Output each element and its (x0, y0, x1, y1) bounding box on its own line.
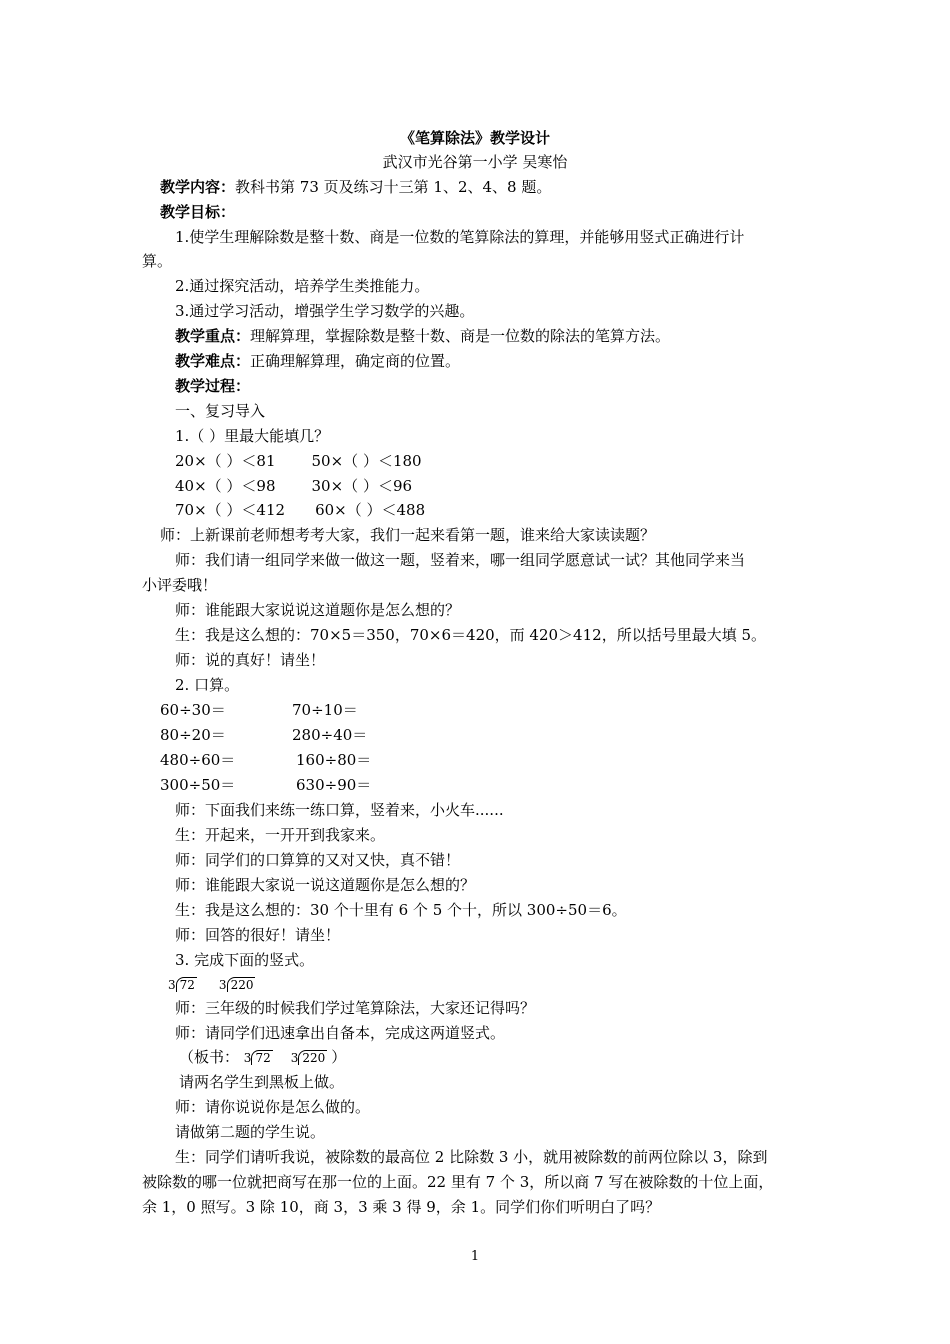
fill-item: 40×（ ）＜98 (175, 477, 276, 495)
long-division (291, 1048, 328, 1068)
dividend: 220 (227, 977, 256, 992)
student-line: 生：同学们请听我说，被除数的最高位 2 比除数 3 小，就用被除数的前两位除以 3，除到 (175, 1148, 768, 1166)
teaching-content-text: 教科书第 73 页及练习十三第 1、2、4、8 题。 (235, 178, 552, 196)
teacher-line: 师：同学们的口算算的又对又快，真不错！ (175, 851, 461, 869)
oral-item: 630÷90＝ (296, 776, 372, 794)
long-division (244, 1048, 273, 1068)
key-point-text: 理解算理，掌握除数是整十数、商是一位数的除法的笔算方法。 (250, 327, 671, 345)
fill-item: 50×（ ）＜180 (311, 452, 422, 470)
student-line-cont: 被除数的哪一位就把商写在那一位的上面。22 里有 7 个 3，所以商 7 写在被除数的十位上面， (142, 1173, 774, 1191)
teaching-content (160, 177, 551, 197)
oral-row (160, 775, 371, 795)
student-line: 生：我是这么想的：70×5＝350，70×6＝420，而 420＞412，所以括号里最大填 5。 (175, 626, 767, 644)
board-note (179, 1047, 346, 1068)
doc-author: 武汉市光谷第一小学 吴寒怡 (382, 153, 568, 171)
long-division (219, 975, 256, 995)
key-point-label: 教学重点： (175, 327, 251, 345)
teacher-line: 师：回答的很好！请坐！ (175, 926, 341, 944)
fill-row (175, 500, 425, 520)
dividend: 72 (251, 1050, 272, 1065)
student-line: 生：开起来，一开开到我家来。 (175, 826, 386, 844)
goals-label: 教学目标： (160, 203, 236, 221)
teacher-line-cont: 小评委哦！ (142, 576, 218, 594)
teacher-line: 师：下面我们来练一练口算，竖着来，小火车...... (175, 801, 504, 819)
fill-item: 60×（ ）＜488 (315, 501, 426, 519)
divisor: 3 (243, 1051, 252, 1065)
dividend: 72 (176, 977, 197, 992)
long-division-row (168, 974, 277, 995)
teacher-line: 师：谁能跟大家说说这道题你是怎么想的？ (175, 601, 461, 619)
teacher-line: 师：我们请一组同学来做一做这一题，竖着来，哪一组同学愿意试一试？其他同学来当 (175, 551, 746, 569)
oral-item: 80÷20＝ (160, 726, 226, 744)
question-3: 3. 完成下面的竖式。 (175, 951, 315, 969)
goal-1: 1.使学生理解除数是整十数、商是一位数的笔算除法的算理，并能够用竖式正确进行计 (175, 228, 745, 246)
process-label: 教学过程： (175, 377, 251, 395)
teacher-line: 师：说的真好！请坐！ (175, 651, 326, 669)
divisor: 3 (290, 1051, 299, 1065)
fill-item: 20×（ ）＜81 (175, 452, 276, 470)
goal-3: 3.通过学习活动，增强学生学习数学的兴趣。 (175, 302, 475, 320)
oral-row (160, 725, 367, 745)
divisor: 3 (218, 978, 227, 992)
goal-2: 2.通过探究活动，培养学生类推能力。 (175, 277, 430, 295)
oral-item: 480÷60＝ (160, 751, 236, 769)
difficulty (175, 351, 460, 371)
question-2: 2. 口算。 (175, 676, 240, 694)
question-1: 1.（ ）里最大能填几？ (175, 427, 330, 445)
fill-item: 30×（ ）＜96 (311, 477, 413, 495)
teaching-content-label: 教学内容： (160, 178, 236, 196)
page-number: 1 (470, 1249, 480, 1264)
difficulty-text: 正确理解算理，确定商的位置。 (250, 352, 461, 370)
student-line-cont: 余 1，0 照写。3 除 10，商 3，3 乘 3 得 9，余 1。同学们你们听明白了吗？ (142, 1198, 661, 1216)
board-close: ） (331, 1048, 347, 1066)
instruction-line: 请做第二题的学生说。 (175, 1123, 326, 1141)
teacher-line: 师：谁能跟大家说一说这道题你是怎么想的？ (175, 876, 476, 894)
oral-item: 70÷10＝ (292, 701, 358, 719)
oral-item: 60÷30＝ (160, 701, 226, 719)
oral-item: 280÷40＝ (292, 726, 368, 744)
goal-1-cont: 算。 (142, 252, 173, 270)
student-line: 生：我是这么想的：30 个十里有 6 个 5 个十，所以 300÷50＝6。 (175, 901, 627, 919)
oral-item: 300÷50＝ (160, 776, 236, 794)
fill-row (175, 451, 422, 471)
long-division (168, 975, 197, 995)
section-1-heading: 一、复习导入 (175, 402, 266, 420)
instruction-line: 请两名学生到黑板上做。 (179, 1073, 345, 1091)
board-open: （板书： (179, 1048, 240, 1066)
teacher-line: 师：上新课前老师想考考大家，我们一起来看第一题，谁来给大家读读题？ (160, 526, 656, 544)
oral-item: 160÷80＝ (296, 751, 372, 769)
teacher-line: 师：请同学们迅速拿出自备本，完成这两道竖式。 (175, 1024, 506, 1042)
oral-row (160, 750, 371, 770)
dividend: 220 (298, 1050, 327, 1065)
fill-item: 70×（ ）＜412 (175, 501, 286, 519)
difficulty-label: 教学难点： (175, 352, 251, 370)
teacher-line: 师：请你说说你是怎么做的。 (175, 1098, 371, 1116)
fill-row (175, 476, 412, 496)
doc-title: 《笔算除法》教学设计 (399, 129, 550, 147)
teacher-line: 师：三年级的时候我们学过笔算除法，大家还记得吗？ (175, 999, 536, 1017)
divisor: 3 (168, 978, 176, 992)
key-point (175, 326, 670, 346)
oral-row (160, 700, 358, 720)
